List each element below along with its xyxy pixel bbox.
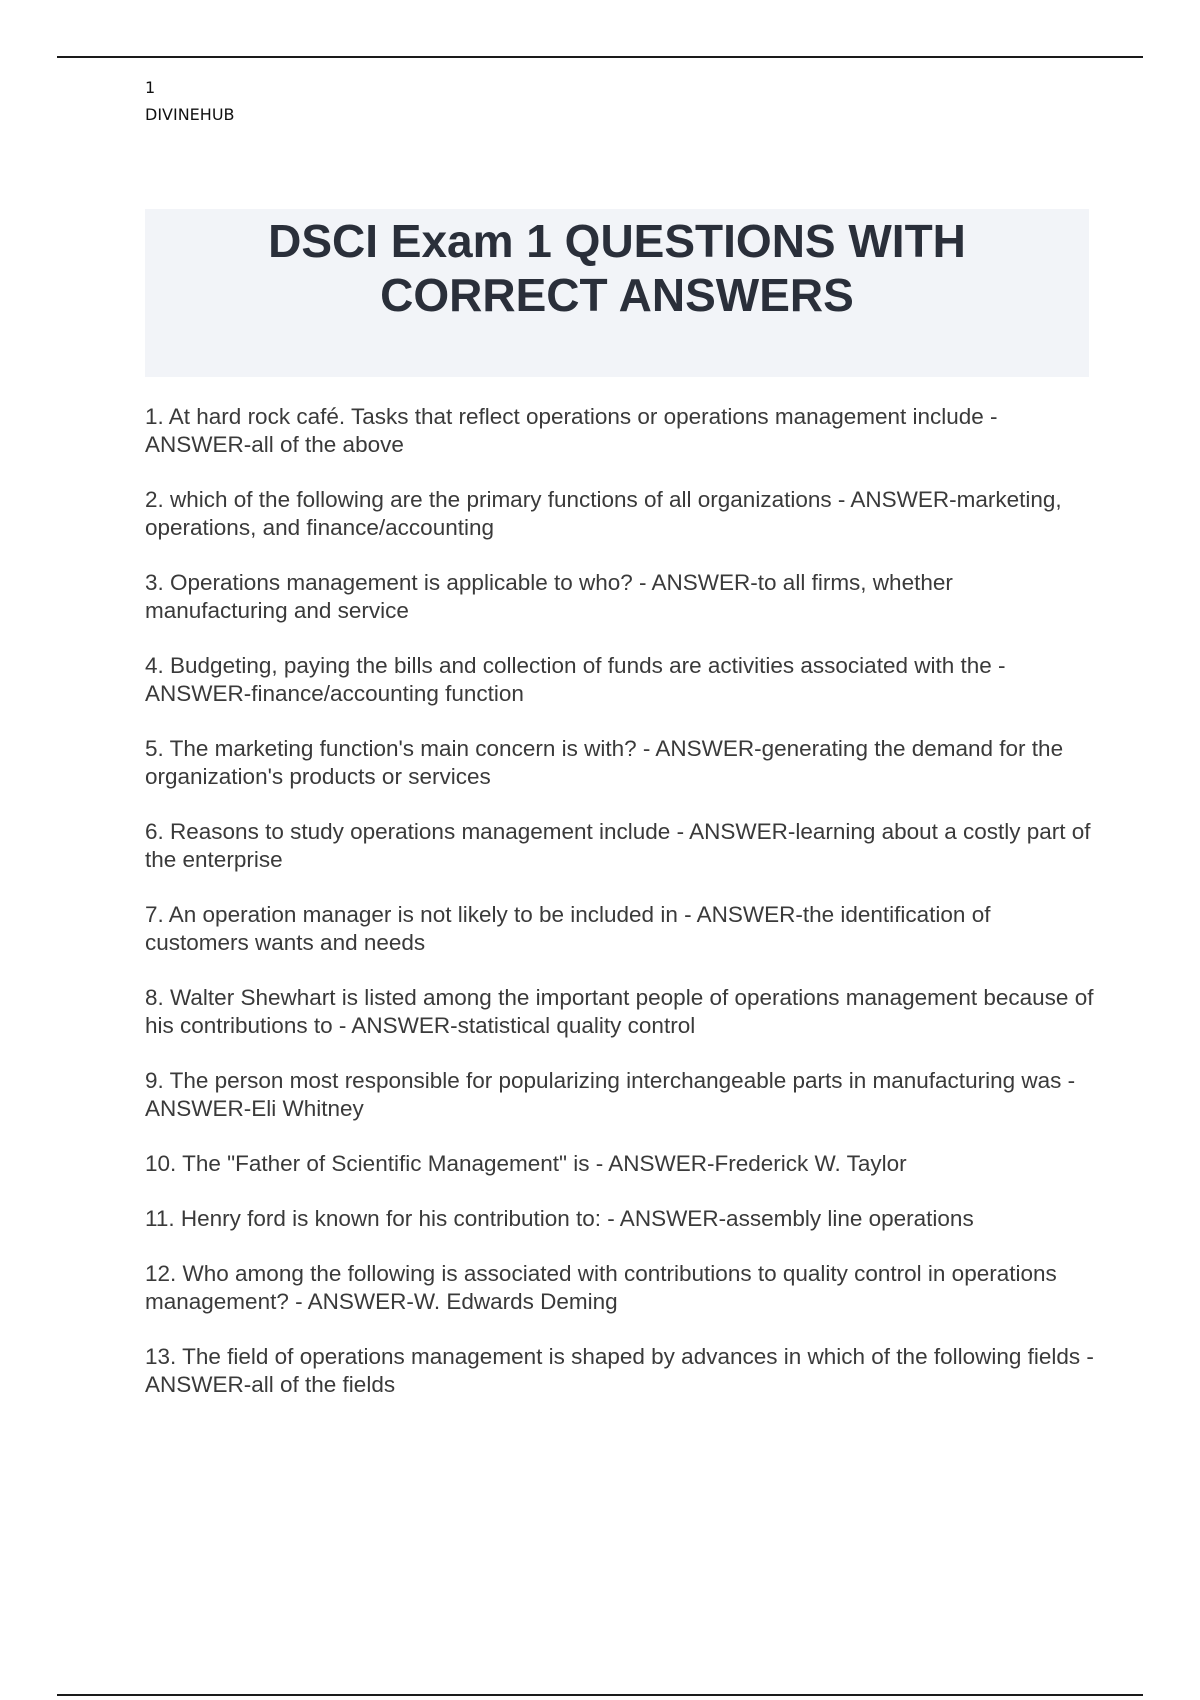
- title-line-2: CORRECT ANSWERS: [380, 269, 854, 321]
- qa-item: 2. which of the following are the primary functions of all organizations - ANSWER-marketing, operations, and finance/accounting: [145, 487, 1062, 540]
- qa-item: 8. Walter Shewhart is listed among the important people of operations management because of his contributions to - ANSWER-statistical quality control: [145, 985, 1094, 1038]
- qa-item: 10. The "Father of Scientific Management" is - ANSWER-Frederick W. Taylor: [145, 1151, 907, 1176]
- brand-name: DIVINEHUB: [145, 105, 235, 124]
- qa-item: 9. The person most responsible for popularizing interchangeable parts in manufacturing was - ANSWER-Eli Whitney: [145, 1068, 1076, 1121]
- qa-item: 1. At hard rock café. Tasks that reflect operations or operations management include - ANSWER-all of the above: [145, 404, 998, 457]
- document-title: [145, 209, 1089, 322]
- qa-item: 12. Who among the following is associated with contributions to quality control in operations management? - ANSWER-W. Edwards Deming: [145, 1261, 1057, 1314]
- qa-item: 7. An operation manager is not likely to be included in - ANSWER-the identification of customers wants and needs: [145, 902, 991, 955]
- qa-item: 5. The marketing function's main concern is with? - ANSWER-generating the demand for the organization's products or services: [145, 736, 1064, 789]
- page-number: 1: [145, 78, 156, 97]
- qa-item: 4. Budgeting, paying the bills and collection of funds are activities associated with the - ANSWER-finance/accounting function: [145, 653, 1006, 706]
- qa-item: 11. Henry ford is known for his contribution to: - ANSWER-assembly line operations: [145, 1206, 974, 1231]
- page-header: [145, 74, 235, 128]
- question-answer-list: [145, 403, 1095, 1426]
- qa-item: 13. The field of operations management is shaped by advances in which of the following fields - ANSWER-all of the fields: [145, 1344, 1094, 1397]
- title-banner: [145, 209, 1089, 377]
- bottom-rule: [57, 1694, 1143, 1696]
- qa-item: 3. Operations management is applicable to who? - ANSWER-to all firms, whether manufacturing and service: [145, 570, 953, 623]
- title-line-1: DSCI Exam 1 QUESTIONS WITH: [268, 215, 966, 267]
- top-rule: [57, 56, 1143, 58]
- qa-item: 6. Reasons to study operations management include - ANSWER-learning about a costly part of the enterprise: [145, 819, 1091, 872]
